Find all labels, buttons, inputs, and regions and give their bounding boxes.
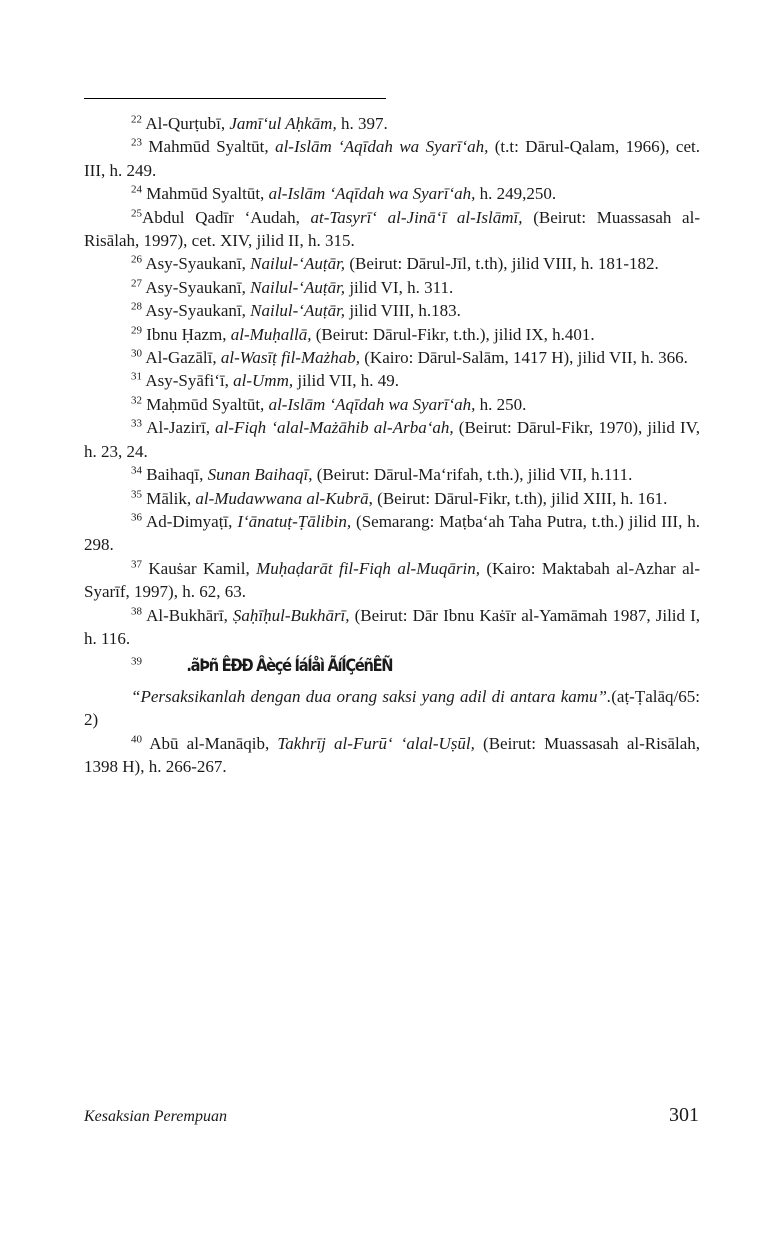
footnote-number: 36 bbox=[131, 511, 142, 524]
footnote-title: Nailul-‘Auṭār, bbox=[250, 277, 346, 297]
footnote-34 bbox=[84, 463, 700, 486]
footnote-details: jilid VIII, h.183. bbox=[345, 301, 461, 321]
footnote-30 bbox=[84, 346, 700, 369]
footnote-38 bbox=[84, 604, 700, 651]
footnote-title: al-Islām ‘Aqīdah wa Syarī‘ah, bbox=[268, 394, 476, 414]
footnote-author: Abū al-Manāqib, bbox=[149, 733, 278, 753]
footnote-author: Maḥmūd Syaltūt, bbox=[146, 394, 269, 414]
footnote-23 bbox=[84, 135, 700, 182]
footnote-author: Mahmūd Syaltūt, bbox=[146, 184, 269, 204]
footnote-22 bbox=[84, 112, 700, 135]
footnote-title: al-Fiqh ‘alal-Mażāhib al-Arba‘ah, bbox=[215, 418, 454, 438]
footnote-37 bbox=[84, 557, 700, 604]
footnote-details: h. 397. bbox=[336, 114, 388, 133]
footnote-number: 38 bbox=[131, 604, 142, 617]
footnote-27 bbox=[84, 276, 700, 299]
footnote-number: 30 bbox=[131, 347, 142, 360]
footnote-author: Ad-Dimyaṭī, bbox=[145, 511, 238, 531]
footnote-title: Muḥaḍarāt fil-Fiqh al-Muqārin, bbox=[256, 558, 480, 578]
footnote-number: 32 bbox=[131, 394, 142, 407]
footnote-details: jilid VI, h. 311. bbox=[345, 277, 454, 297]
footnote-31 bbox=[84, 369, 700, 392]
footnote-26 bbox=[84, 252, 700, 275]
footnote-author: Mahmūd Syaltūt, bbox=[148, 137, 276, 157]
footnote-title: al-Islām ‘Aqīdah wa Syarī‘ah, bbox=[268, 184, 476, 204]
footnote-separator-rule bbox=[84, 98, 386, 99]
verse-reference: (aṭ-Ṭalāq/65: 2) bbox=[84, 686, 700, 730]
footnote-details: jilid VII, h. 49. bbox=[293, 371, 400, 391]
footnote-details: h. 249,250. bbox=[475, 184, 557, 204]
footnote-author: Asy-Syaukanī, bbox=[145, 254, 251, 274]
footnote-author: Al-Gazālī, bbox=[145, 348, 221, 368]
footnote-number: 24 bbox=[131, 183, 142, 196]
footnote-details: h. 250. bbox=[475, 394, 527, 414]
footnote-title: al-Umm, bbox=[233, 371, 294, 391]
footnote-title: al-Wasīṭ fil-Mażhab, bbox=[220, 348, 360, 368]
footnote-author: Al-Bukhārī, bbox=[146, 605, 233, 625]
footnote-details: (Beirut: Muassasah al-Risālah, 1997), cet. XIV, jilid II, h. 315. bbox=[84, 207, 700, 251]
footnote-28 bbox=[84, 299, 700, 322]
footnote-number: 35 bbox=[131, 487, 142, 500]
footnote-number: 39 bbox=[131, 655, 142, 668]
footnote-title: al-Mudawwana al-Kubrā bbox=[195, 488, 369, 508]
footnote-details: (Semarang: Maṭba‘ah Taha Putra, t.th.) jilid III, h. 298. bbox=[84, 511, 701, 555]
footnote-number: 31 bbox=[131, 370, 142, 383]
footnote-title: al-Islām ‘Aqīdah wa Syarī‘ah, bbox=[275, 137, 489, 157]
footnote-title: I‘ānatuṭ-Ṭālibin, bbox=[237, 511, 352, 531]
footnote-author: Kauṡar Kamil, bbox=[148, 558, 257, 578]
footnote-35 bbox=[84, 487, 700, 510]
footnote-author: Baihaqī, bbox=[146, 465, 208, 485]
footnote-details: (t.t: Dārul-Qalam, 1966), cet. III, h. 249. bbox=[84, 137, 700, 180]
footnote-title: Nailul-‘Auṭār, bbox=[250, 254, 346, 274]
footnote-author: Abdul Qadīr ‘Audah, bbox=[142, 207, 311, 227]
footnote-number: 28 bbox=[131, 300, 142, 313]
footnote-details: (Beirut: Dārul-Fikr, t.th.), jilid IX, h.401. bbox=[311, 324, 595, 344]
arabic-verse-text: .ãÞñ ÊÐÐ Âèçé ÍáÍåì ÃíÍÇéñÊÑ bbox=[186, 656, 393, 677]
footnote-number: 29 bbox=[131, 324, 142, 336]
page-number: 301 bbox=[669, 1104, 699, 1126]
footnote-author: Al-Jazirī, bbox=[146, 418, 216, 438]
footnote-number: 40 bbox=[131, 732, 142, 745]
footnote-details: (Kairo: Dārul-Salām, 1417 H), jilid VII, h. 366. bbox=[360, 348, 688, 368]
footnote-number: 34 bbox=[131, 464, 142, 477]
footnote-author: Asy-Syaukanī, bbox=[145, 301, 251, 321]
footnote-number: 25 bbox=[131, 206, 142, 219]
footnote-title: Nailul-‘Auṭār, bbox=[250, 301, 346, 321]
footnote-author: Al-Qurṭubī, bbox=[145, 114, 230, 133]
footnote-author: Mālik, bbox=[146, 488, 196, 508]
footnote-39 bbox=[84, 654, 700, 678]
running-footer-title: Kesaksian Perempuan bbox=[84, 1108, 227, 1125]
footnote-title: al-Muḥallā, bbox=[230, 324, 312, 344]
footnote-24 bbox=[84, 182, 700, 205]
footnote-title: Jamī‘ul Aḥkām, bbox=[229, 114, 337, 133]
footnote-number: 27 bbox=[131, 277, 142, 290]
footnote-title: Ṣaḥīḥul-Bukhārī, bbox=[232, 605, 350, 625]
footnotes-section bbox=[84, 112, 700, 778]
footnote-title: at-Tasyrī‘ al-Jinā‘ī al-Islāmī, bbox=[310, 207, 523, 227]
footnote-author: Asy-Syāfi‘ī, bbox=[145, 371, 234, 391]
footnote-39-translation bbox=[84, 685, 700, 732]
footnote-details: (Beirut: Muassasah al-Risālah, 1398 H), h. 266-267. bbox=[84, 733, 700, 776]
footnote-36 bbox=[84, 510, 700, 557]
footnote-40 bbox=[84, 732, 700, 779]
footnote-number: 26 bbox=[131, 253, 142, 266]
verse-translation: “Persaksikanlah dengan dua orang saksi yang adil di antara kamu”. bbox=[131, 686, 612, 706]
footnote-details: (Beirut: Dārul-Ma‘rifah, t.th.), jilid VII, h.111. bbox=[312, 465, 633, 485]
footnote-details: (Beirut: Dārul-Jīl, t.th), jilid VIII, h. 181-182. bbox=[345, 254, 659, 274]
footnote-number: 23 bbox=[131, 136, 142, 149]
footnote-32 bbox=[84, 393, 700, 416]
footnote-author: Asy-Syaukanī, bbox=[145, 277, 251, 297]
footnote-details: , (Beirut: Dārul-Fikr, t.th), jilid XIII, h. 161. bbox=[368, 488, 668, 508]
footnote-details: (Beirut: Dārul-Fikr, 1970), jilid IV, h. 23, 24. bbox=[84, 418, 700, 461]
footnote-33 bbox=[84, 416, 700, 463]
footnote-title: Sunan Baihaqī, bbox=[207, 465, 313, 485]
footnote-details: (Beirut: Dār Ibnu Kaṡīr al-Yamāmah 1987, Jilid I, h. 116. bbox=[84, 605, 700, 648]
footnote-29 bbox=[84, 323, 700, 346]
footnote-number: 22 bbox=[131, 113, 142, 126]
footnote-details: (Kairo: Maktabah al-Azhar al-Syarīf, 1997), h. 62, 63. bbox=[84, 558, 701, 602]
footnote-25 bbox=[84, 206, 700, 253]
footnote-title: Takhrīj al-Furū‘ ‘alal-Uṣūl, bbox=[277, 733, 475, 753]
footnote-author: Ibnu Ḥazm, bbox=[146, 324, 231, 344]
footnote-number: 33 bbox=[131, 417, 142, 430]
footnote-number: 37 bbox=[131, 558, 142, 571]
